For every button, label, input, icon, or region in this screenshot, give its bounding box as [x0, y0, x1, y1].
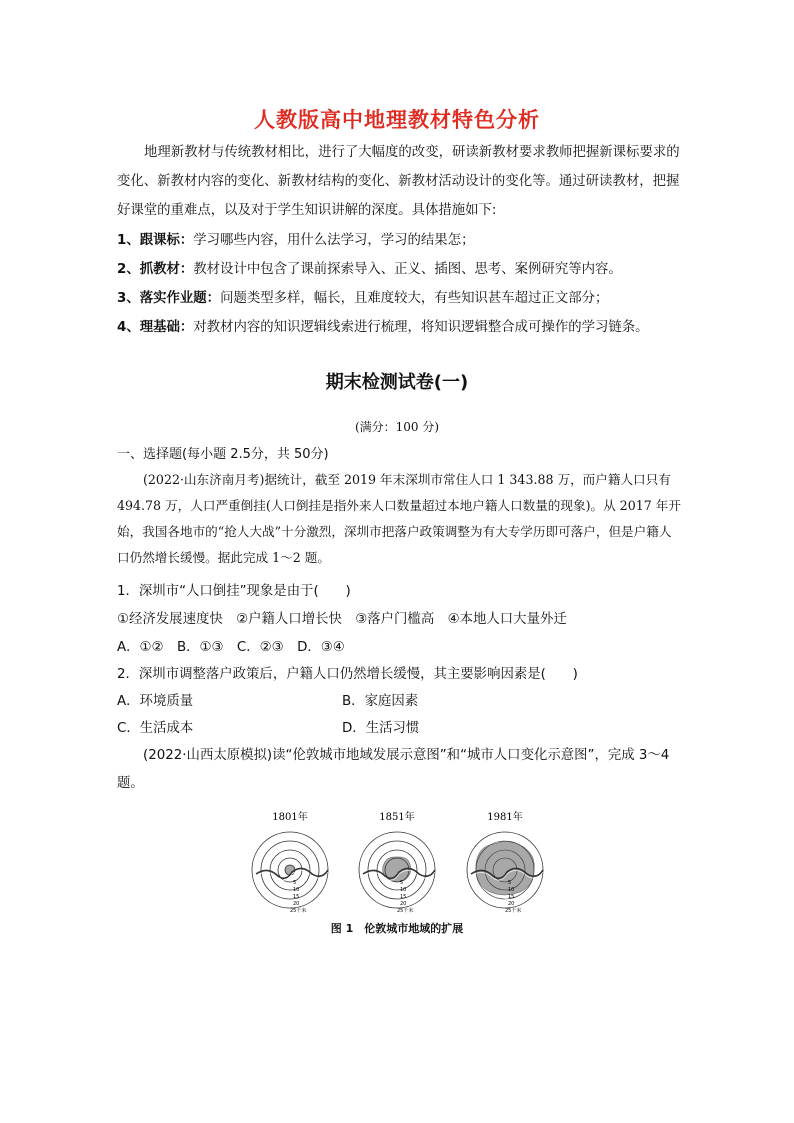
ring-label: 25千米 — [290, 908, 307, 914]
ring-label: 15 — [508, 894, 515, 900]
panel-1981 — [467, 810, 543, 914]
intro-paragraph: 地理新教材与传统教材相比，进行了大幅度的改变，研读新教材要求教师把握新课标要求的变化、新教材内容的变化、新教材结构的变化、新教材活动设计的变化等。通过研读教材，把握好课堂的重难点，以及对于学生知识讲解的深度。具体措施如下: — [117, 145, 680, 218]
ring-label: 20 — [508, 901, 515, 907]
year-label: 1801年 — [272, 812, 308, 823]
section-heading: 一、选择题(每小题 2.5分，共 50分) — [117, 447, 329, 462]
question-2-option-a: A．环境质量 — [117, 694, 194, 709]
measure-text: 问题类型多样，幅长，且难度较大，有些知识甚车超过正文部分； — [220, 291, 609, 306]
measure-text: 教材设计中包含了课前探索导入、正义、插图、思考、案例研究等内容。 — [193, 262, 622, 277]
ring-label: 10 — [400, 887, 407, 893]
question-2-option-d: D．生活习惯 — [342, 721, 420, 736]
panel-1801 — [252, 810, 328, 914]
material-passage-1: (2022·山东济南月考)据统计，截至 2019 年末深圳市常住人口 1 343.88 万，而户籍人口只有 494.78 万，人口严重倒挂(人口倒挂是指外来人口数量超过本地户籍人口数量的现象)。从 2017 年开始，我国各地市的“抢人大战”十分激烈，深圳市把落户政策调整为有大专学历即可落户，但是户籍人口仍然增长缓慢。据此完成 1～2 题。 — [117, 472, 681, 565]
question-1-options: A．①② B．①③ C．②③ D．③④ — [117, 640, 345, 655]
year-label: 1851年 — [379, 812, 415, 823]
ring-label: 10 — [508, 887, 515, 893]
ring-label: 25千米 — [505, 908, 522, 914]
figure-caption: 图 1 伦敦城市地域的扩展 — [330, 922, 464, 935]
measure-item — [117, 284, 682, 313]
question-2-option-c: C．生活成本 — [117, 721, 194, 736]
question-2-option-b: B．家庭因素 — [342, 694, 419, 709]
measure-item — [117, 226, 682, 255]
material-passage-2: (2022·山西太原模拟)读“伦敦城市地域发展示意图”和“城市人口变化示意图”，完成 3～4 题。 — [117, 748, 670, 791]
ring-label: 15 — [293, 894, 300, 900]
measure-text: 学习哪些内容，用什么法学习，学习的结果怎； — [193, 233, 475, 248]
ring-label: 5 — [508, 880, 512, 886]
measure-item — [117, 313, 682, 342]
page-title: 人教版高中地理教材特色分析 — [254, 108, 540, 132]
ring-label: 20 — [293, 901, 300, 907]
panel-1851 — [359, 810, 435, 914]
measure-text: 对教材内容的知识逻辑线索进行梳理，将知识逻辑整合成可操作的学习链条。 — [193, 320, 649, 335]
measures-list — [117, 226, 682, 342]
question-2-stem: 2．深圳市调整落户政策后，户籍人口仍然增长缓慢，其主要影响因素是( ) — [117, 667, 578, 682]
measure-label: 3、落实作业题： — [117, 291, 221, 306]
measure-item — [117, 255, 682, 284]
measure-label: 2、抓教材： — [117, 262, 194, 277]
ring-label: 25千米 — [397, 908, 414, 914]
exam-score: (满分：100 分) — [354, 420, 440, 434]
ring-label: 20 — [400, 901, 407, 907]
measure-label: 1、跟课标： — [117, 233, 194, 248]
ring-label: 10 — [293, 887, 300, 893]
year-label: 1981年 — [487, 812, 523, 823]
ring-label: 5 — [293, 880, 297, 886]
ring-label: 15 — [400, 894, 407, 900]
ring-label: 5 — [400, 880, 404, 886]
london-expansion-figure — [250, 808, 550, 923]
measure-label: 4、理基础： — [117, 320, 194, 335]
exam-title: 期末检测试卷(一) — [325, 372, 469, 393]
question-1-stem: 1．深圳市“人口倒挂”现象是由于( ) — [117, 584, 351, 599]
question-1-choices: ①经济发展速度快 ②户籍人口增长快 ③落户门槛高 ④本地人口大量外迁 — [117, 612, 567, 627]
